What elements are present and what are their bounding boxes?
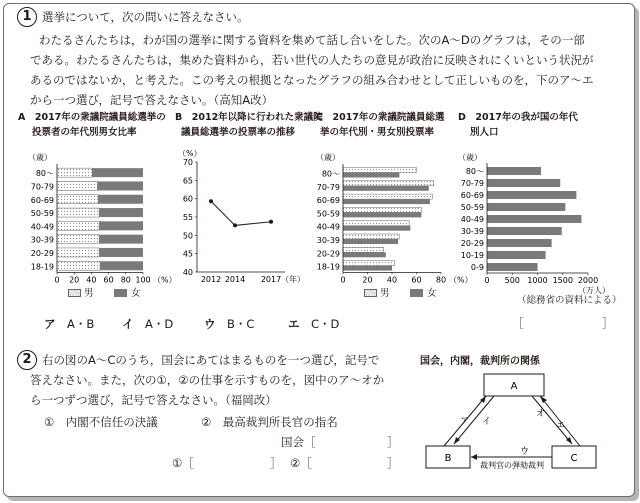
q2-answer-2-label: ②［ bbox=[290, 456, 312, 470]
chart-d-bar bbox=[487, 251, 546, 259]
diagram-title: 国会，内閣，裁判所の関係 bbox=[420, 356, 540, 367]
chart-d-category-label: 40-49 bbox=[460, 215, 484, 224]
choice-u[interactable] bbox=[204, 317, 254, 331]
chart-d-bar bbox=[487, 239, 552, 247]
choice-u-value: B・C bbox=[227, 317, 255, 331]
q1-line-2: わたるさんたちは，わが国の選挙に関する資料を集めて話し合いをした。次のA～Dのグラフは，その一部 bbox=[39, 33, 585, 47]
chart-c-bar-female bbox=[343, 186, 429, 191]
chart-a-bar-male bbox=[57, 195, 98, 204]
box-c-label: C bbox=[570, 453, 578, 464]
choice-i-letter: イ bbox=[122, 317, 134, 331]
chart-a-bar-female bbox=[99, 248, 143, 257]
legend-male-swatch-c bbox=[364, 289, 377, 297]
chart-d-unit-pop: （万人） bbox=[578, 286, 610, 295]
arrow-u-head bbox=[471, 454, 477, 460]
chart-c-bar-female bbox=[343, 266, 392, 271]
chart-c-bar-female bbox=[343, 226, 410, 231]
chart-a-bar-male bbox=[57, 248, 99, 257]
q2-answer-1-label: ①［ bbox=[172, 456, 194, 470]
chart-d-x-tick-label: 0 bbox=[484, 276, 490, 285]
legend-female-swatch bbox=[114, 289, 127, 297]
legend-male-label-a: 男 bbox=[84, 288, 94, 299]
chart-b-unit-year: （年） bbox=[281, 275, 305, 284]
chart-d-x-tick-label: 2000 bbox=[577, 276, 599, 285]
choice-a-letter: ア bbox=[44, 317, 56, 331]
box-b-label: B bbox=[444, 453, 452, 464]
chart-b-y-tick-label: 45 bbox=[182, 249, 193, 259]
q2-answer-kokkai-label: 国会［ bbox=[281, 435, 316, 449]
chart-c-category-label: 20-29 bbox=[316, 249, 340, 259]
chart-c-bar-female bbox=[343, 212, 421, 217]
chart-c-category-label: 30-39 bbox=[316, 236, 340, 245]
chart-a-x-tick-label: 60 bbox=[103, 275, 114, 285]
chart-a-category-label: 30-39 bbox=[30, 235, 54, 245]
arrow-o-label: オ bbox=[536, 409, 546, 419]
arrow-o-head bbox=[540, 396, 547, 403]
chart-c-bar-male bbox=[343, 221, 409, 226]
q1-answer-bracket-close: ］ bbox=[602, 316, 614, 330]
chart-b-y-tick-label: 70 bbox=[182, 158, 193, 167]
chart-b-y-tick-label: 65 bbox=[182, 176, 193, 186]
q2-answer-2-close: ］ bbox=[387, 456, 399, 470]
chart-c-bar-male bbox=[343, 194, 432, 199]
chart-a-bar-female bbox=[99, 235, 143, 244]
chart-b-x-tick-label: 2014 bbox=[224, 275, 246, 284]
graph-d-title-1: D 2017年の我が国の年代 bbox=[458, 112, 578, 123]
chart-b-point bbox=[269, 220, 273, 224]
chart-c-bar-male bbox=[343, 181, 434, 186]
chart-c-category-label: 70-79 bbox=[316, 182, 340, 192]
graph-b-title-2: 議員総選挙の投票率の推移 bbox=[181, 127, 296, 138]
legend-male-label-c: 男 bbox=[380, 288, 390, 299]
chart-a-bar-male bbox=[57, 181, 97, 190]
q2-line-3: ら一つずつ選び，記号で答えなさい。（福岡改） bbox=[30, 393, 277, 407]
chart-b bbox=[178, 149, 305, 284]
q1-line-3: である。わたるさんたちは，集めた資料から，若い世代の人たちの意見が政治に反映されにくいという状況が bbox=[30, 53, 594, 67]
q2-answer-1-field[interactable] bbox=[196, 454, 268, 472]
chart-a-bar-female bbox=[99, 208, 143, 217]
chart-a-category-label: 18-19 bbox=[30, 262, 54, 272]
chart-a-bar-female bbox=[92, 168, 143, 177]
chart-d-category-label: 80～ bbox=[465, 167, 484, 176]
chart-a-bar-male bbox=[57, 221, 99, 230]
source-note: （総務省の資料による） bbox=[517, 295, 622, 306]
chart-c-category-label: 60-69 bbox=[316, 196, 340, 206]
chart-b-series-line bbox=[211, 201, 271, 225]
chart-d-category-label: 60-69 bbox=[460, 191, 484, 200]
chart-c bbox=[316, 152, 473, 284]
chart-b-point bbox=[209, 199, 213, 203]
graph-c-title-2: 挙の年代別・男女別投票率 bbox=[320, 127, 435, 138]
chart-d-x-tick-label: 1500 bbox=[552, 276, 573, 285]
chart-d-bar bbox=[487, 215, 581, 223]
chart-a-bar-female bbox=[99, 221, 143, 230]
q2-answer-kokkai-field[interactable] bbox=[322, 433, 386, 451]
chart-b-y-tick-label: 50 bbox=[182, 231, 193, 241]
chart-c-x-tick-label: 60 bbox=[411, 275, 422, 285]
chart-b-unit-pct: （%） bbox=[178, 149, 202, 158]
chart-a-bar-male bbox=[57, 261, 100, 270]
legend-male-swatch bbox=[68, 289, 81, 297]
chart-d-x-tick-label: 500 bbox=[504, 276, 520, 285]
chart-c-bar-female bbox=[343, 239, 398, 244]
chart-d-x-tick-label: 1000 bbox=[527, 276, 548, 285]
legend-female-label-a: 女 bbox=[131, 288, 141, 299]
chart-d-category-label: 10-19 bbox=[460, 251, 484, 260]
chart-d-category-label: 20-29 bbox=[460, 239, 484, 248]
chart-c-x-tick-label: 80 bbox=[435, 275, 447, 285]
chart-a-category-label: 70-79 bbox=[30, 182, 54, 192]
chart-c-bar-male bbox=[343, 247, 383, 252]
chart-c-bar-male bbox=[343, 234, 399, 239]
chart-a-bar-female bbox=[100, 261, 143, 270]
chart-d bbox=[458, 152, 610, 295]
chart-d-bar bbox=[487, 179, 560, 187]
chart-a-bar-male bbox=[57, 235, 99, 244]
q2-line-1: 右の図のA～Cのうち，国会にあてはまるものを一つ選び，記号で bbox=[42, 353, 380, 367]
chart-d-bar bbox=[487, 191, 576, 199]
chart-d-category-label: 0-9 bbox=[470, 263, 484, 272]
chart-b-x-tick-label: 2017 bbox=[260, 275, 282, 284]
chart-d-bar bbox=[487, 263, 538, 271]
arrow-e-label: エ bbox=[556, 421, 566, 431]
arrow-e-line bbox=[532, 396, 572, 444]
chart-a-category-label: 50-59 bbox=[30, 209, 54, 219]
choice-i[interactable] bbox=[122, 317, 173, 331]
chart-d-category-label: 70-79 bbox=[460, 179, 484, 188]
chart-c-bar-female bbox=[343, 173, 399, 178]
q2-answer-2-field[interactable] bbox=[314, 454, 386, 472]
choice-i-value: A・D bbox=[145, 317, 174, 331]
chart-a-bar-female bbox=[97, 181, 143, 190]
chart-c-category-label: 80～ bbox=[321, 169, 340, 179]
chart-d-category-label: 30-39 bbox=[460, 227, 484, 236]
chart-c-x-tick-label: 0 bbox=[340, 275, 346, 285]
legend-female-label-c: 女 bbox=[427, 288, 437, 299]
chart-c-category-label: 18-19 bbox=[316, 262, 340, 272]
choice-e-value: C・D bbox=[311, 317, 340, 331]
chart-b-point bbox=[233, 223, 237, 227]
graph-b-title-1: B 2012年以降に行われた衆議院 bbox=[175, 112, 323, 123]
chart-d-bar bbox=[487, 203, 565, 211]
chart-b-x-tick-label: 2012 bbox=[200, 275, 222, 284]
box-a-label: A bbox=[510, 381, 518, 392]
chart-a-x-tick-label: 0 bbox=[54, 275, 60, 285]
chart-a-bar-male bbox=[57, 168, 92, 177]
chart-c-bar-female bbox=[343, 199, 430, 204]
chart-a-x-tick-label: 20 bbox=[69, 275, 80, 285]
relation-diagram bbox=[420, 372, 620, 482]
chart-c-bar-male bbox=[343, 168, 417, 173]
choice-a[interactable] bbox=[44, 317, 94, 331]
arrow-i-label: イ bbox=[482, 417, 492, 427]
chart-a-category-label: 60-69 bbox=[30, 195, 54, 205]
chart-c-bar-male bbox=[343, 261, 394, 266]
choice-e-letter: エ bbox=[288, 317, 300, 331]
chart-a-unit-age: （歳） bbox=[28, 153, 52, 162]
q1-line-1: 選挙について，次の問いに答えなさい。 bbox=[42, 10, 249, 24]
chart-b-y-tick-label: 60 bbox=[182, 194, 193, 204]
chart-c-category-label: 40-49 bbox=[316, 222, 340, 232]
graph-a-title-1: A 2017年の衆議院議員総選挙の bbox=[18, 112, 166, 123]
arrow-a-label: ア bbox=[460, 417, 470, 427]
chart-a-x-tick-label: 100 bbox=[135, 275, 151, 285]
chart-c-bar-male bbox=[343, 207, 421, 212]
arrow-u-label: ウ bbox=[520, 447, 530, 457]
choice-e[interactable] bbox=[288, 317, 339, 331]
graph-d-title-2: 別人口 bbox=[470, 127, 499, 138]
graph-a-title-2: 投票者の年代別男女比率 bbox=[32, 127, 137, 138]
chart-d-bar bbox=[487, 227, 562, 235]
chart-c-x-tick-label: 20 bbox=[362, 275, 373, 285]
chart-d-category-label: 50-59 bbox=[460, 203, 484, 212]
chart-c-unit-age: （歳） bbox=[316, 153, 340, 162]
q1-answer-bracket-open: ［ bbox=[512, 316, 524, 330]
chart-a-x-tick-label: 80 bbox=[120, 275, 131, 285]
chart-b-y-tick-label: 55 bbox=[182, 213, 193, 222]
chart-d-bar bbox=[487, 167, 541, 175]
q2-item-2: ② 最高裁判所長官の指名 bbox=[201, 415, 338, 429]
question-2-number: 2 bbox=[17, 350, 37, 370]
chart-a-bar-male bbox=[57, 208, 99, 217]
q2-line-2: 答えなさい。また，次の①，②の仕事を示すものを，図中のア～オか bbox=[30, 373, 385, 387]
chart-a-x-tick-label: 40 bbox=[86, 275, 97, 285]
q2-answer-1-close: ］ bbox=[270, 456, 282, 470]
chart-c-x-tick-label: 40 bbox=[386, 275, 398, 285]
chart-a-unit-pct: （%） bbox=[153, 275, 177, 285]
question-1-number: 1 bbox=[17, 7, 37, 27]
choice-u-letter: ウ bbox=[204, 317, 216, 331]
chart-c-unit-pct: （%） bbox=[449, 275, 473, 285]
chart-a-category-label: 20-29 bbox=[30, 248, 54, 258]
graph-c-title-1: C 2017年の衆議院議員総選 bbox=[316, 112, 445, 123]
q2-item-1: ① 内閣不信任の決議 bbox=[44, 415, 158, 429]
q1-line-4: あるのではないか，と考えた。この考えの根拠となったグラフの組み合わせとして正しいものを，下のア～エ bbox=[30, 73, 594, 87]
q1-line-5: から一つ選び，記号で答えなさい。（高知A改） bbox=[30, 93, 274, 107]
chart-a-category-label: 40-49 bbox=[30, 222, 54, 232]
chart-a bbox=[28, 152, 177, 284]
chart-a-bar-female bbox=[98, 195, 143, 204]
q2-answer-kokkai-close: ］ bbox=[387, 435, 399, 449]
q1-answer-field[interactable] bbox=[525, 314, 600, 332]
choice-a-value: A・B bbox=[67, 317, 95, 331]
chart-a-category-label: 80～ bbox=[35, 169, 54, 179]
chart-c-bar-female bbox=[343, 252, 386, 257]
chart-b-y-tick-label: 40 bbox=[182, 268, 193, 277]
bottom-label: 裁判官の弾劾裁判 bbox=[480, 461, 544, 470]
legend-female-swatch-c bbox=[410, 289, 423, 297]
chart-d-unit-age: （歳） bbox=[458, 153, 482, 162]
chart-c-category-label: 50-59 bbox=[316, 209, 340, 219]
